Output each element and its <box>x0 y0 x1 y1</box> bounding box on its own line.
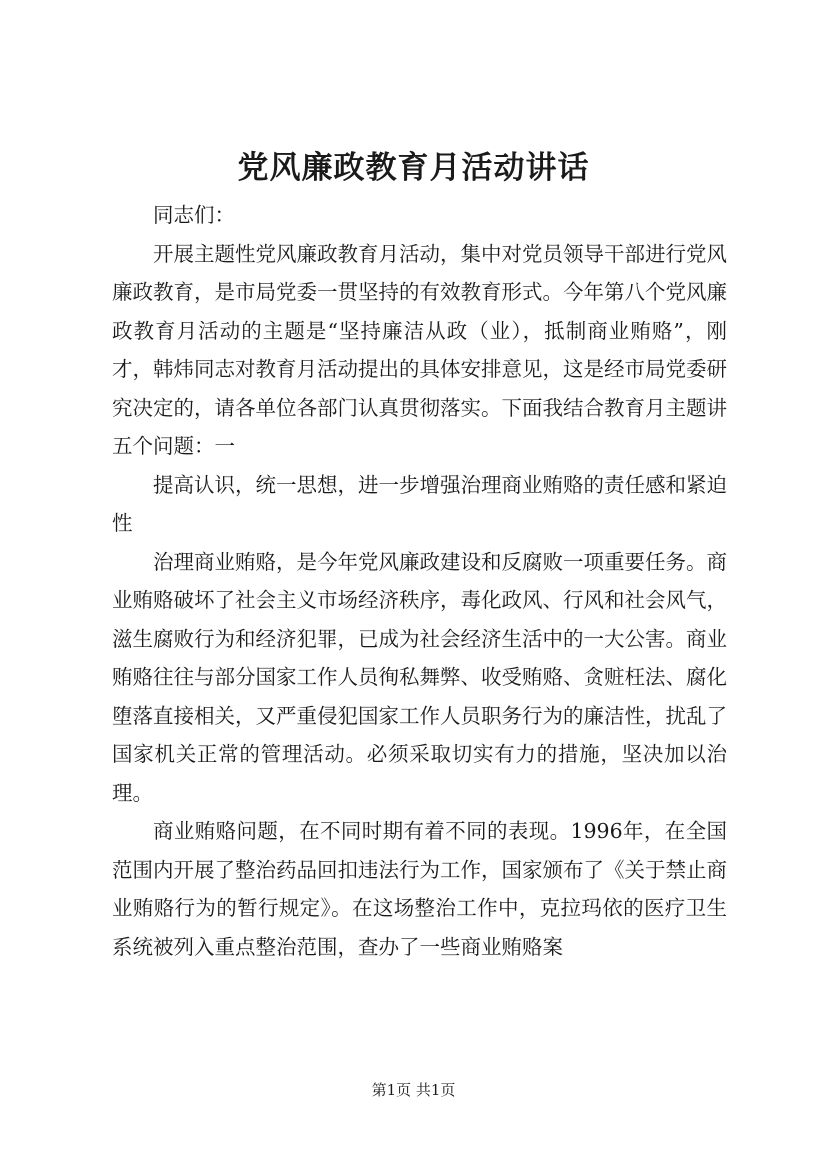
body-paragraph: 商业贿赂问题，在不同时期有着不同的表现。1996年，在全国范围内开展了整治药品回扣违法行为工作，国家颁布了《关于禁止商业贿赂行为的暂行规定》。在这场整治工作中，克拉玛依的医疗卫生系统被列入重点整治范围，查办了一些商业贿赂案 <box>112 819 727 959</box>
page-footer: 第1页 共1页 <box>371 1081 456 1099</box>
body-paragraph: 治理商业贿赂，是今年党风廉政建设和反腐败一项重要任务。商业贿赂破坏了社会主义市场经济秩序，毒化政风、行风和社会风气，滋生腐败行为和经济犯罪，已成为社会经济生活中的一大公害。商业贿赂往往与部分国家工作人员徇私舞弊、收受贿赂、贪赃枉法、腐化堕落直接相关，又严重侵犯国家工作人员职务行为的廉洁性，扰乱了国家机关正常的管理活动。必须采取切实有力的措施，坚决加以治理。 <box>112 549 727 805</box>
document-title: 党风廉政教育月活动讲话 <box>237 150 590 186</box>
greeting-line: 同志们： <box>153 203 235 227</box>
section-heading: 提高认识，统一思想，进一步增强治理商业贿赂的责任感和紧迫性 <box>112 472 727 535</box>
body-paragraph: 开展主题性党风廉政教育月活动，集中对党员领导干部进行党风廉政教育，是市局党委一贯坚持的有效教育形式。今年第八个党风廉政教育月活动的主题是“坚持廉洁从政（业），抵制商业贿赂”，刚才，韩炜同志对教育月活动提出的具体安排意见，这是经市局党委研究决定的，请各单位各部门认真贯彻落实。下面我结合教育月主题讲五个问题：一 <box>112 241 727 458</box>
document-body <box>112 196 727 966</box>
